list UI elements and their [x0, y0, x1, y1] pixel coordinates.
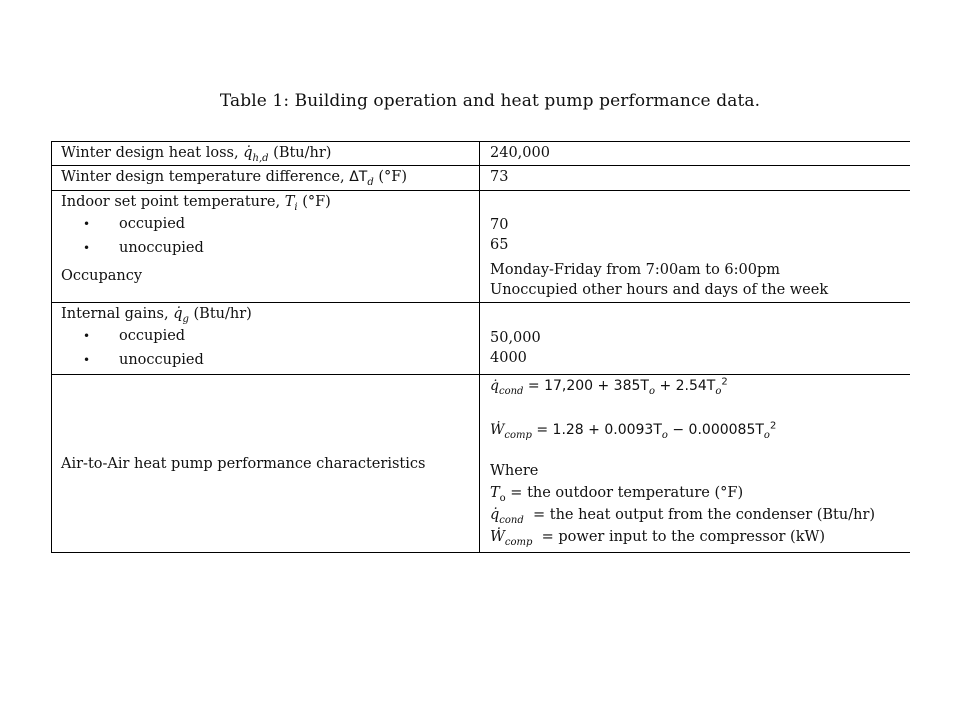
unit-text: (°F)	[373, 169, 407, 185]
label-cell	[52, 191, 480, 302]
table-row-heat-loss	[52, 142, 910, 166]
eq-lhs-sub: cond	[498, 385, 524, 397]
label-cell	[52, 303, 480, 374]
setpoint-label	[61, 192, 479, 212]
label-text: Winter design heat loss,	[61, 145, 244, 161]
bullet-icon: •	[83, 353, 91, 367]
label-text: Internal gains,	[61, 306, 174, 322]
symbol: q̇	[243, 145, 253, 161]
eq-sup: 2	[769, 420, 777, 432]
condenser-equation	[490, 376, 910, 400]
list-item	[61, 324, 479, 348]
symbol-sub: g	[182, 313, 189, 325]
value-cell	[480, 191, 910, 302]
eq-rhs: = 17,200 + 385T	[523, 378, 649, 394]
value-cell	[480, 166, 910, 190]
bullet-icon: •	[83, 217, 91, 231]
value-cell	[480, 303, 910, 374]
occupancy-line: Monday-Friday from 7:00am to 6:00pm	[490, 262, 780, 278]
eq-sub: o	[715, 385, 722, 397]
label-text: Indoor set point temperature,	[61, 194, 285, 210]
label-cell	[52, 142, 480, 165]
table-row-setpoint-occupancy	[52, 191, 910, 303]
gains-occupied-value: 50,000	[490, 330, 541, 346]
eq-lhs: q̇	[490, 378, 499, 394]
eq-lhs-sub: comp	[504, 429, 532, 441]
list-item	[61, 212, 479, 236]
unit-text: (°F)	[297, 194, 331, 210]
heat-pump-label: Air-to-Air heat pump performance characteristics	[61, 455, 426, 472]
unit-text: (Btu/hr)	[268, 145, 332, 161]
eq-rhs: − 0.000085T	[667, 422, 764, 438]
table-row-internal-gains	[52, 303, 910, 375]
label-text: Winter design temperature difference,	[61, 169, 350, 185]
def-text: = the outdoor temperature (°F)	[505, 485, 744, 501]
occupancy-line: Unoccupied other hours and days of the week	[490, 282, 829, 298]
temp-diff-value: 73	[490, 169, 509, 185]
eq-rhs: + 2.54T	[655, 378, 716, 394]
setpoint-occupied-value: 70	[490, 217, 509, 233]
def-symbol: Ẇ	[490, 529, 505, 545]
eq-rhs: = 1.28 + 0.0093T	[531, 422, 662, 438]
label-cell	[52, 375, 480, 552]
def-text: = power input to the compressor (kW)	[532, 529, 826, 545]
eq-sub: o	[661, 429, 668, 441]
occupancy-label: Occupancy	[61, 268, 143, 284]
bullet-text: unoccupied	[119, 240, 204, 256]
definition-outdoor-temp	[490, 483, 910, 503]
value-cell	[480, 142, 910, 165]
table-row-temp-diff	[52, 166, 910, 191]
definition-heat-output	[490, 505, 910, 525]
gains-unoccupied-value: 4000	[490, 350, 527, 366]
eq-sup: 2	[721, 376, 728, 388]
symbol-sub: i	[294, 201, 298, 213]
symbol-sub: h,d	[252, 152, 269, 164]
def-sub: cond	[499, 514, 524, 526]
table-row-heat-pump	[52, 375, 910, 553]
compressor-equation	[490, 420, 910, 444]
setpoint-unoccupied-value: 65	[490, 237, 509, 253]
symbol: T	[284, 194, 295, 210]
symbol: ΔT	[349, 169, 368, 185]
bullet-icon: •	[83, 241, 91, 255]
def-sub: o	[499, 492, 506, 504]
list-item	[61, 236, 479, 260]
def-text: = the heat output from the condenser (Btu/hr)	[523, 507, 876, 523]
unit-text: (Btu/hr)	[188, 306, 252, 322]
eq-lhs: Ẇ	[490, 422, 505, 438]
data-table	[51, 141, 910, 553]
definition-power-input	[490, 527, 910, 547]
symbol: q̇	[173, 306, 183, 322]
bullet-text: occupied	[119, 328, 186, 344]
bullet-text: unoccupied	[119, 352, 204, 368]
bullet-icon: •	[83, 329, 91, 343]
bullet-text: occupied	[119, 216, 186, 232]
symbol-sub: d	[367, 176, 374, 188]
eq-sub: o	[648, 385, 655, 397]
label-cell	[52, 166, 480, 190]
def-sub: comp	[504, 536, 533, 548]
def-symbol: q̇	[490, 507, 500, 523]
where-label: Where	[490, 463, 539, 479]
list-item	[61, 348, 479, 372]
gains-label	[61, 304, 479, 324]
table-caption: Table 1: Building operation and heat pump performance data.	[219, 91, 761, 111]
heat-loss-value: 240,000	[490, 145, 550, 161]
value-cell	[480, 375, 910, 552]
eq-sub: o	[763, 429, 770, 441]
def-symbol: T	[490, 485, 500, 501]
